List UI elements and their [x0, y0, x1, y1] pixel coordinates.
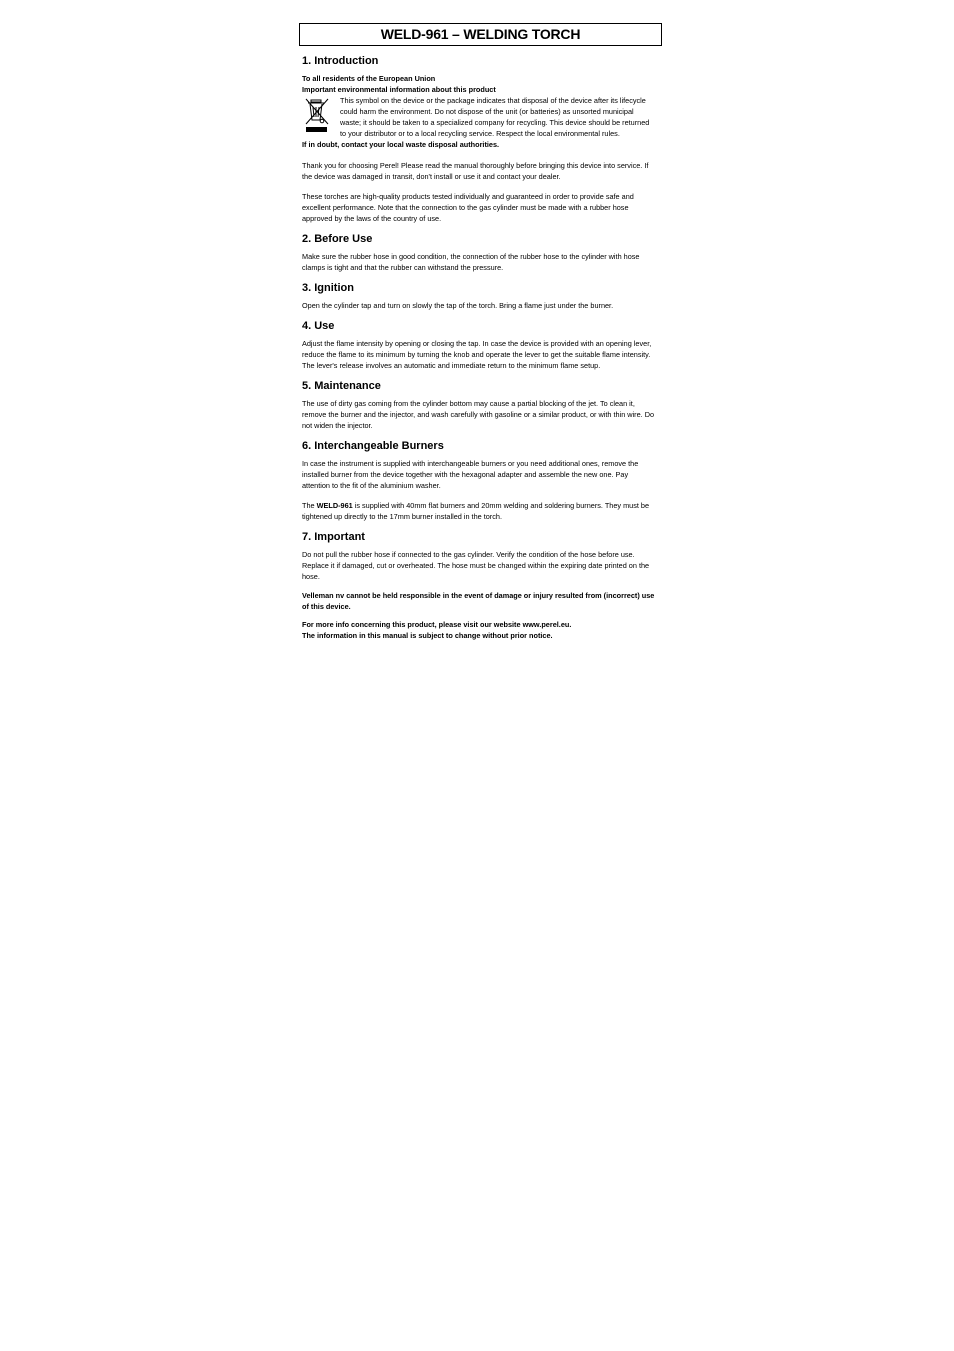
model-name: WELD-961	[316, 501, 353, 510]
maintenance-paragraph: The use of dirty gas coming from the cylinder bottom may cause a partial blocking of the jet. To clean it, remove the burner and the injector, and wash carefully with gasoline or a similar product, or with thin wire. Do not widen the injector.	[302, 399, 655, 430]
website-info-line: For more info concerning this product, please visit our website www.perel.eu.	[302, 620, 572, 629]
thanks-paragraph: Thank you for choosing Perel! Please read the manual thoroughly before bringing this device into service. If the device was damaged in transit, don't install or use it and contact your dealer.	[302, 161, 649, 181]
ignition-paragraph: Open the cylinder tap and turn on slowly the tap of the torch. Bring a flame just under the burner.	[302, 301, 614, 310]
burners-paragraph-1: In case the instrument is supplied with interchangeable burners or you need additional ones, remove the installed burner from the device together with the hexagonal adapter and assemble the new one. Pay attention to the fit of the aluminium washer.	[302, 459, 639, 490]
burners-paragraph-2	[302, 500, 656, 522]
manual-page	[299, 23, 662, 641]
weee-text: This symbol on the device or the package indicates that disposal of the device after its lifecycle could harm the environment. Do not dispose of the unit (or batteries) as unsorted municipal waste; it should be taken to a specialized company for recycling. This device should be returned to your distributor or to a local recycling service. Respect the local environmental rules.	[340, 96, 650, 138]
heading-use: 4. Use	[302, 320, 335, 332]
heading-interchangeable-burners: 6. Interchangeable Burners	[302, 440, 444, 452]
use-paragraph: Adjust the flame intensity by opening or closing the tap. In case the device is provided with an opening lever, reduce the flame to its minimum by turning the knob and operate the lever to get the suitable flame intensity. The lever's release involves an automatic and immediate return to the minimum flame setup.	[302, 339, 652, 370]
page-title: WELD-961 – WELDING TORCH	[299, 23, 662, 46]
heading-introduction: 1. Introduction	[302, 55, 379, 67]
manual-content	[299, 55, 662, 641]
burners-text-pre: The	[302, 501, 317, 510]
change-notice-line: The information in this manual is subject to change without prior notice.	[302, 631, 553, 640]
heading-important: 7. Important	[302, 531, 365, 543]
disclaimer-paragraph: Velleman nv cannot be held responsible in the event of damage or injury resulted from (incorrect) use of this device.	[302, 591, 655, 611]
heading-before-use: 2. Before Use	[302, 233, 373, 245]
heading-maintenance: 5. Maintenance	[302, 380, 381, 392]
quality-paragraph: These torches are high-quality products tested individually and guaranteed in order to provide safe and excellent performance. Note that the connection to the gas cylinder must be made with a rubber hose approved by the laws of the country of use.	[302, 192, 634, 223]
before-use-paragraph: Make sure the rubber hose in good condition, the connection of the rubber hose to the cylinder with hose clamps is tight and that the rubber can withstand the pressure.	[302, 252, 640, 272]
eu-residents-line: To all residents of the European Union	[302, 74, 436, 83]
weee-notice	[302, 95, 656, 139]
heading-ignition: 3. Ignition	[302, 282, 354, 294]
waste-authorities-line: If in doubt, contact your local waste disposal authorities.	[302, 140, 500, 149]
burners-text-post: is supplied with 40mm flat burners and 20mm welding and soldering burners. They must be tightened up directly to the 17mm burner installed in the torch.	[302, 501, 650, 521]
crossed-out-wheeled-bin-icon	[302, 96, 332, 134]
important-paragraph: Do not pull the rubber hose if connected to the gas cylinder. Verify the condition of the hose before use. Replace it if damaged, cut or overheated. The hose must be changed within the expiring date printed on the hose.	[302, 550, 650, 581]
env-info-line: Important environmental information about this product	[302, 85, 496, 94]
